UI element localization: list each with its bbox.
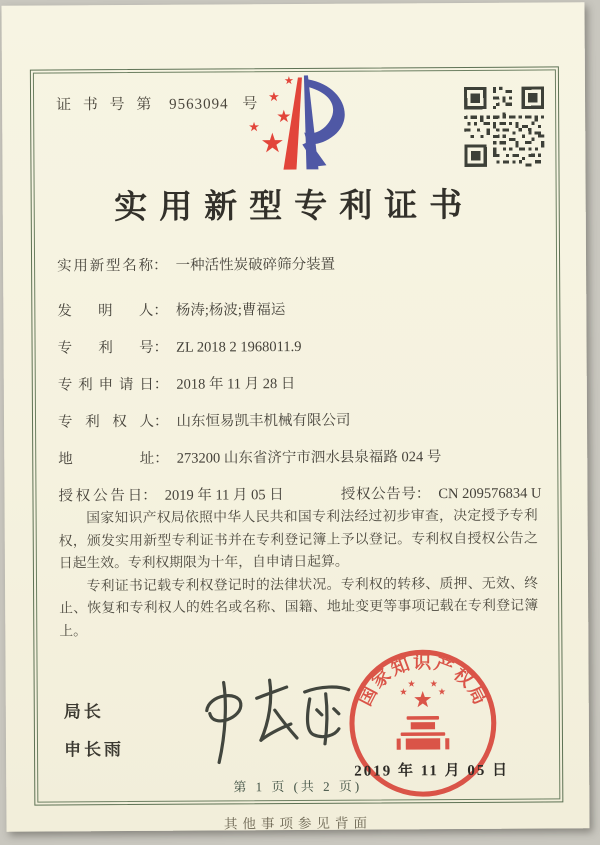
certificate-fields [57,253,542,523]
field-label: 专利申请日 [57,376,154,394]
certificate-number-suffix: 号 [242,96,262,113]
field-patent-number: 专利号 ： ZL 2018 2 1968011.9 [58,335,541,360]
star-icon: ★ [276,107,292,127]
seal-org-text: 国家知识产权局 [354,652,492,710]
director-block [64,693,124,769]
field-grant-announcement: 授权公告日 ： 2019 年 11 月 05 日 授权公告号 ： CN 209576834 U [58,482,541,507]
field-label: 授权公告日 [58,487,143,505]
field-label: 实用新型名称 [57,257,154,275]
field-patentee: 专利权人 ： 山东恒易凯丰机械有限公司 [58,409,541,434]
field-value: 山东恒易凯丰机械有限公司 [176,412,351,430]
field-address: 地址 ： 273200 山东省济宁市泗水县泉福路 024 号 [58,445,541,470]
legal-paragraph: 专利证书记载专利权登记时的法律状况。专利权的转移、质押、无效、终止、恢复和专利权人的姓名或名称、国籍、地址变更等事项记载在专利登记簿上。 [59,575,539,638]
field-label: 专利号 [57,339,154,357]
star-icon: ★ [267,89,280,105]
page-number: 第 1 页 (共 2 页) [233,778,363,795]
qr-code [464,86,544,166]
legal-text [59,505,539,643]
certificate-page [1,2,589,832]
field-value: 杨涛;杨波;曹福运 [175,302,286,319]
star-icon: ★ [283,75,294,88]
director-signature [188,672,359,773]
field-value: 273200 山东省济宁市泗水县泉福路 024 号 [176,449,442,467]
director-title: 局长 [63,702,104,722]
field-value: 一种活性炭破碎筛分装置 [175,256,336,274]
certificate-number-label: 证 书 号 第 [56,96,156,114]
seal-date: 2019 年 11 月 05 日 [354,762,510,780]
star-icon: ★ [248,119,260,135]
legal-paragraph: 国家知识产权局依照中华人民共和国专利法经过初步审查，决定授予专利权，颁发实用新型专利证书并在专利登记簿上予以登记。专利权自授权公告之日起生效。专利权期限为十年，自申请日起算。 [58,507,538,571]
grant-date: 2019 年 11 月 05 日 [164,487,284,504]
field-inventors: 发明人 ： 杨涛;杨波;曹福运 [57,298,540,323]
field-label: 发明人 [57,302,154,320]
field-label: 专利权人 [57,413,155,431]
certificate-number [56,92,261,114]
field-value: 2018 年 11 月 28 日 [176,376,296,393]
field-label: 授权公告号 [340,486,416,503]
certificate-number-value: 9563094 [169,96,229,113]
director-name: 申长雨 [63,740,125,760]
field-label: 地址 [58,450,155,468]
cnipa-logo [238,68,369,187]
national-emblem-icon [396,680,449,750]
field-value: ZL 2018 2 1968011.9 [176,338,302,356]
grant-number: CN 209576834 U [438,485,542,503]
field-utility-model-name: 实用新型名称 ： 一种活性炭破碎筛分装置 [57,253,540,278]
back-note: 其他事项参见背面 [223,815,373,832]
star-icon: ★ [260,128,285,159]
certificate-title: 实用新型专利证书 [114,187,475,227]
field-filing-date: 专利申请日 ： 2018 年 11 月 28 日 [58,372,541,397]
